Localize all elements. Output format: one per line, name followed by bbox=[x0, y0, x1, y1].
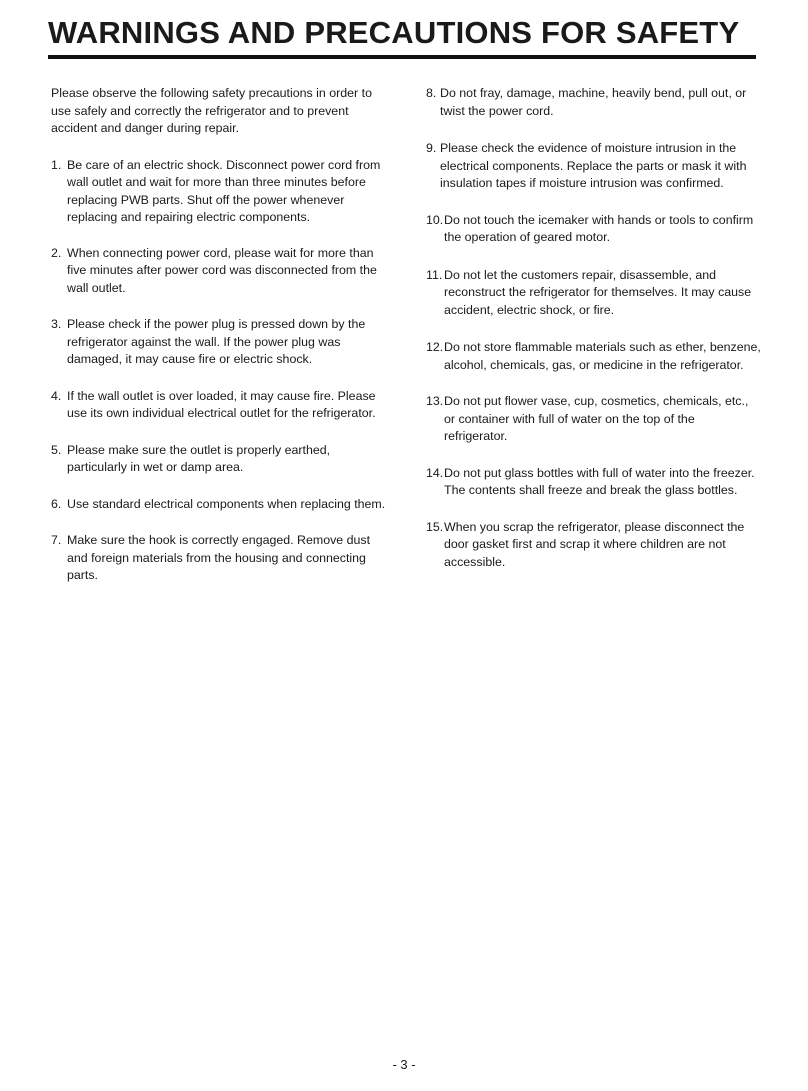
item-number: 15. bbox=[426, 519, 444, 534]
left-column bbox=[51, 85, 391, 585]
precaution-item-3 bbox=[51, 316, 391, 369]
precaution-item-1 bbox=[51, 157, 391, 227]
item-text: Please check if the power plug is pressed down by the refrigerator against the wall. If the power plug was damaged, it may cause fire or electric shock. bbox=[67, 317, 366, 366]
precaution-item-9 bbox=[426, 140, 761, 193]
item-text: Please make sure the outlet is properly earthed, particularly in wet or damp area. bbox=[67, 442, 331, 474]
item-text: Do not store flammable materials such as ether, benzene, alcohol, chemicals, gas, or medicine in the refrigerator. bbox=[444, 340, 761, 372]
item-text: Do not put flower vase, cup, cosmetics, chemicals, etc., or container with full of water on the top of the refrigerator. bbox=[444, 394, 749, 443]
item-number: 13. bbox=[426, 394, 444, 408]
item-text: When you scrap the refrigerator, please disconnect the door gasket first and scrap it where children are not accessible. bbox=[444, 519, 745, 569]
item-number: 3. bbox=[51, 317, 62, 331]
precaution-item-4 bbox=[51, 388, 391, 423]
precaution-item-7 bbox=[51, 532, 391, 585]
item-number: 7. bbox=[51, 533, 62, 547]
precaution-item-6 bbox=[51, 496, 391, 514]
item-text: If the wall outlet is over loaded, it may cause fire. Please use its own individual electrical outlet for the refrigerator. bbox=[67, 388, 376, 420]
item-number: 11. bbox=[426, 267, 443, 282]
precaution-item-15 bbox=[426, 519, 761, 572]
precaution-item-12 bbox=[426, 339, 761, 374]
precaution-item-13 bbox=[426, 393, 761, 446]
precaution-item-2 bbox=[51, 245, 391, 298]
precaution-item-5 bbox=[51, 442, 391, 477]
item-number: 8. bbox=[426, 86, 437, 100]
item-number: 5. bbox=[51, 442, 62, 457]
precaution-item-11 bbox=[426, 267, 761, 320]
item-text: Use standard electrical components when replacing them. bbox=[67, 496, 386, 511]
item-text: Do not put glass bottles with full of water into the freezer. The contents shall freeze and break the glass bottles. bbox=[444, 465, 755, 497]
intro-paragraph: Please observe the following safety precautions in order to use safely and correctly the refrigerator and to prevent accident and danger during repair. bbox=[51, 86, 372, 135]
page-number: - 3 - bbox=[392, 1057, 416, 1072]
item-number: 4. bbox=[51, 388, 62, 403]
title-divider bbox=[48, 55, 756, 59]
item-text: Do not fray, damage, machine, heavily bend, pull out, or twist the power cord. bbox=[440, 86, 747, 118]
item-text: Make sure the hook is correctly engaged. Remove dust and foreign materials from the housing and connecting parts. bbox=[67, 533, 371, 582]
item-number: 12. bbox=[426, 340, 444, 354]
item-number: 10. bbox=[426, 212, 444, 227]
item-text: Do not touch the icemaker with hands or tools to confirm the operation of geared motor. bbox=[444, 212, 754, 244]
item-number: 14. bbox=[426, 465, 444, 480]
item-text: When connecting power cord, please wait for more than five minutes after power cord was disconnected from the wall outlet. bbox=[67, 245, 377, 295]
precaution-item-10 bbox=[426, 212, 761, 247]
item-text: Please check the evidence of moisture intrusion in the electrical components. Replace the parts or mask it with insulation tapes if moisture intrusion was confirmed. bbox=[440, 141, 747, 190]
page-title: WARNINGS AND PRECAUTIONS FOR SAFETY bbox=[48, 15, 740, 50]
item-number: 6. bbox=[51, 496, 62, 511]
item-text: Be care of an electric shock. Disconnect power cord from wall outlet and wait for more than three minutes before replacing PWB parts. Shut off the power whenever replacing and repairing electric components. bbox=[67, 157, 381, 224]
item-number: 1. bbox=[51, 157, 62, 172]
right-column bbox=[426, 85, 761, 571]
precaution-item-8 bbox=[426, 85, 761, 120]
item-text: Do not let the customers repair, disassemble, and reconstruct the refrigerator for themselves. It may cause accident, electric shock, or fire. bbox=[444, 267, 752, 317]
precaution-item-14 bbox=[426, 465, 761, 500]
item-number: 2. bbox=[51, 245, 62, 260]
item-number: 9. bbox=[426, 141, 437, 155]
